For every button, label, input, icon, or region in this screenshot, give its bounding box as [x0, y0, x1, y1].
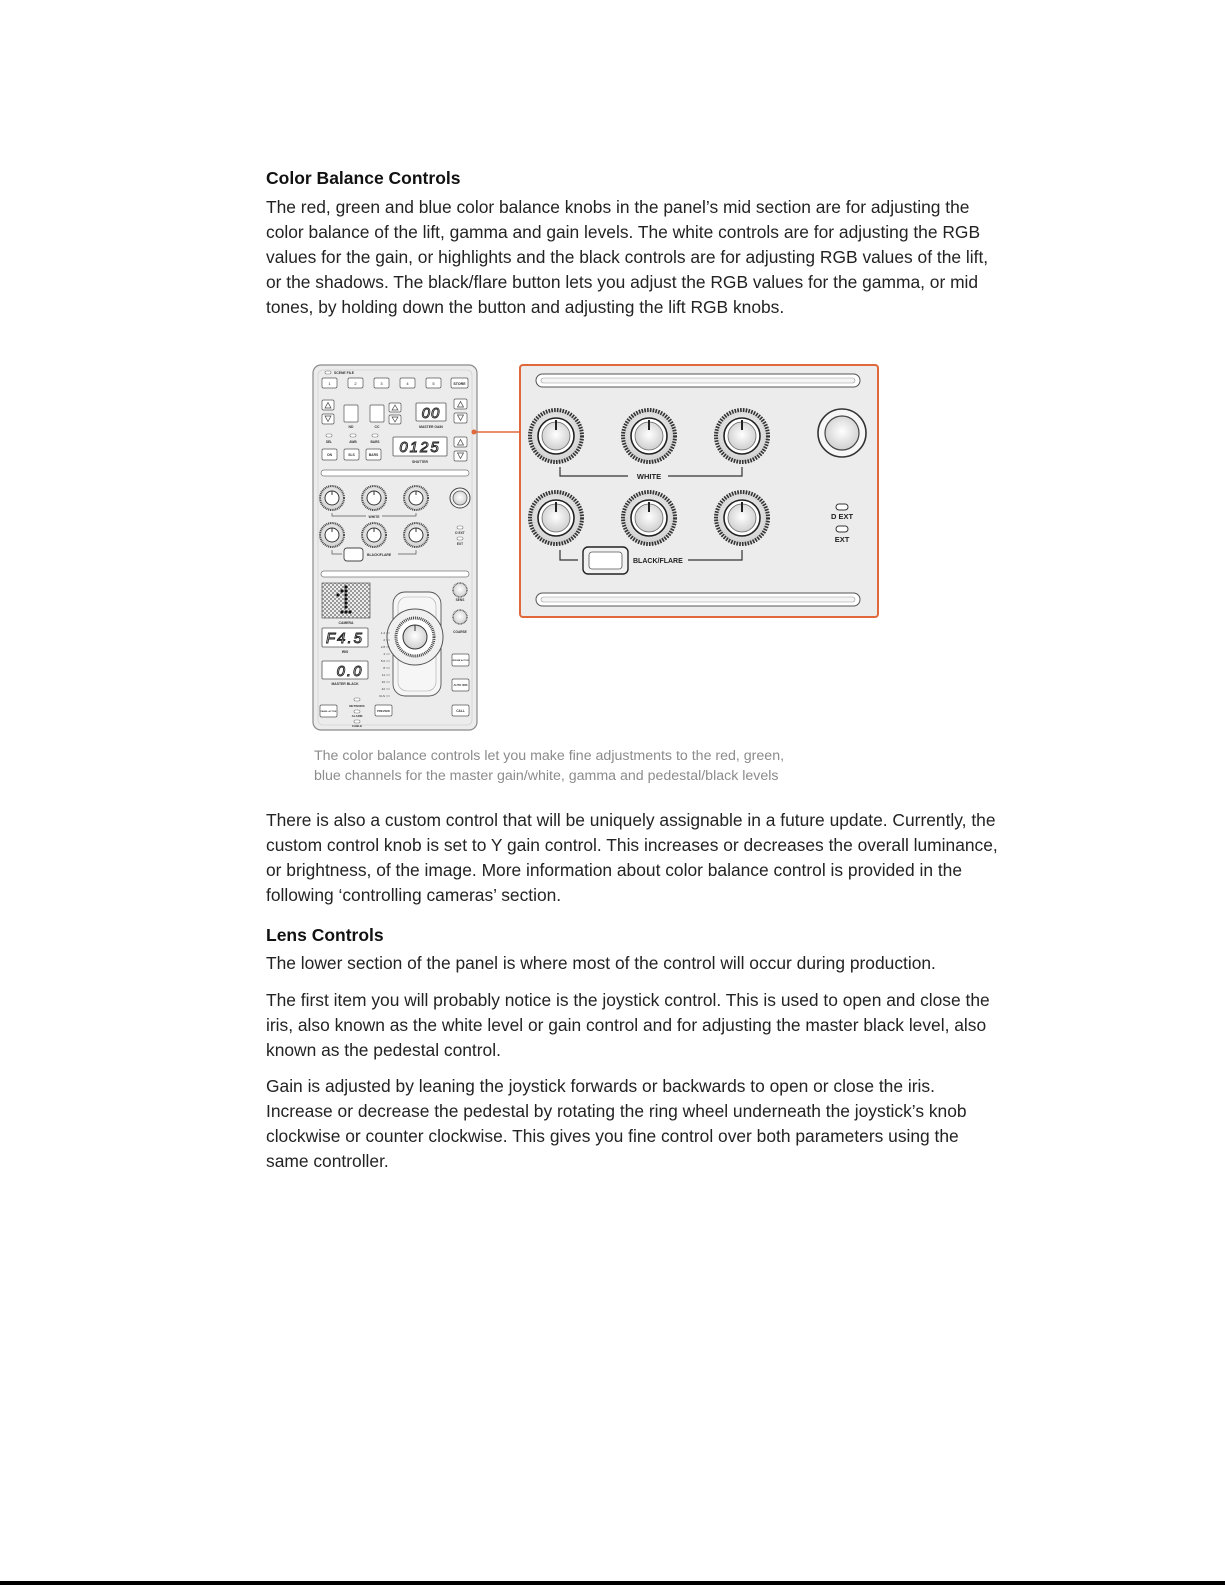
sel-label: SEL	[325, 440, 333, 444]
slot-divider	[321, 470, 469, 476]
slot-divider	[321, 571, 469, 577]
scene-button-1-label: 1	[328, 381, 331, 386]
svg-text:16: 16	[381, 680, 385, 684]
svg-text:5.6: 5.6	[380, 659, 385, 663]
shutter-down-button[interactable]	[454, 451, 467, 461]
svg-text:1.4: 1.4	[380, 631, 385, 635]
paragraph-lens-1: The lower section of the panel is where most of the control will occur during production.	[266, 953, 936, 973]
network-led	[354, 698, 360, 701]
alarm-label: ALARM	[351, 714, 363, 718]
svg-text:11: 11	[381, 673, 385, 677]
scene-file-label: SCENE FILE	[334, 371, 354, 375]
zoom-black-knobs	[530, 492, 768, 544]
figure-color-balance-panel	[0, 0, 1225, 745]
svg-text:CLS: CLS	[379, 694, 385, 698]
network-label: NETWORK	[349, 704, 365, 708]
iris-label: IRIS	[341, 650, 349, 654]
awb-label: AWB	[349, 440, 357, 444]
call-label: CALL	[456, 709, 465, 713]
ext-label: EXT	[456, 542, 464, 546]
bars-button-label: BARS	[368, 453, 379, 457]
svg-text:2.8: 2.8	[380, 645, 385, 649]
shutter-value: 0125	[399, 439, 441, 456]
zoom-d-ext-led	[836, 504, 848, 510]
nd-display	[344, 405, 358, 422]
zoom-ext-label: EXT	[834, 535, 850, 544]
zoom-white-label: WHITE	[636, 472, 662, 481]
sens-label: SENS	[455, 598, 465, 602]
svg-text:22: 22	[381, 687, 385, 691]
zoom-black-flare-label: BLACK/FLARE	[633, 558, 683, 565]
bars-label: BARS	[370, 440, 380, 444]
camera-control-panel	[313, 365, 477, 730]
cc-display	[370, 405, 384, 422]
scene-button-3-label: 3	[380, 381, 383, 386]
zoom-d-ext-label: D EXT	[830, 512, 854, 521]
paragraph-lens-3: Gain is adjusted by leaning the joystick forwards or backwards to open or close the iris. Increase or decrease the pedestal by rotating the ring wheel underneath the joystick’s knob clockwise or counter clockwise. This gives you fine control over both parameters using the same controller.	[266, 1076, 967, 1171]
scene-button-5-label: 5	[432, 381, 435, 386]
zoom-ext-led	[836, 526, 848, 532]
store-button-label: STORE	[453, 382, 466, 386]
awb-led	[350, 434, 356, 437]
preview-label: PREVIEW	[377, 709, 390, 713]
svg-text:8: 8	[383, 666, 385, 670]
caption-line-2: blue channels for the master gain/white, gamma and pedestal/black levels	[314, 767, 779, 784]
on-button-label: ON	[326, 453, 333, 457]
coarse-label: COARSE	[453, 630, 467, 634]
black-flare-button[interactable]	[344, 548, 363, 561]
cc-label: CC	[374, 425, 380, 429]
camera-label: CAMERA	[338, 621, 354, 625]
color-balance-zoom	[520, 365, 878, 617]
master-gain-label: MASTER GAIN	[419, 425, 443, 429]
svg-text:4: 4	[383, 652, 385, 656]
panel-active-label: PANEL ACTIVE	[320, 711, 337, 713]
alarm-led	[354, 710, 360, 713]
ext-led	[457, 537, 463, 540]
sens-knob[interactable]	[453, 583, 467, 597]
master-gain-value: 00	[421, 405, 441, 422]
scene-button-2-label: 2	[354, 381, 357, 386]
iris-mb-active-label: IRIS/MB ACTIVE	[452, 660, 469, 662]
heading-color-balance: Color Balance Controls	[266, 168, 461, 188]
master-black-label: MASTER BLACK	[331, 682, 359, 686]
gain-down-button[interactable]	[454, 413, 467, 423]
cable-led	[354, 720, 360, 723]
iris-value: F4.5	[325, 630, 365, 647]
paragraph-custom-control: There is also a custom control that will be uniquely assignable in a future update. Currently, the custom control knob is set to Y gain control. This increases or decreases the overall luminance, or brightness, of the image. More information about color balance control is provided in the following ‘controlling cameras’ section.	[266, 810, 998, 905]
d-ext-label: D EXT	[455, 531, 465, 535]
paragraph-lens-2: The first item you will probably notice is the joystick control. This is used to open and close the iris, also known as the white level or gain control and for adjusting the master black level, also known as the pedestal control.	[266, 990, 990, 1060]
gain-up-button[interactable]	[454, 399, 467, 409]
sls-button-label: SLS	[348, 453, 355, 457]
svg-text:2: 2	[383, 638, 385, 642]
sel-led	[326, 434, 332, 437]
black-flare-label: BLACK/FLARE	[367, 553, 392, 557]
coarse-knob[interactable]	[453, 610, 467, 624]
page-bottom-rule	[0, 1581, 1225, 1585]
caption-line-1: The color balance controls let you make fine adjustments to the red, green,	[314, 748, 785, 764]
master-black-value: 0.0	[336, 663, 364, 680]
cable-label: CABLE	[351, 724, 363, 728]
shutter-label: SHUTTER	[411, 460, 429, 464]
d-ext-led	[457, 526, 463, 529]
black-knobs	[320, 523, 428, 547]
white-label: WHITE	[368, 515, 380, 519]
scene-button-4-label: 4	[406, 381, 409, 386]
nd-down-button[interactable]	[322, 414, 334, 424]
paragraph-color-balance: The red, green and blue color balance knobs in the panel’s mid section are for adjusting the color balance of the lift, gamma and gain levels. The white controls are for adjusting the RGB values for the gain, or highlights and the black controls are for adjusting RGB values of the lift, or the shadows. The black/flare button lets you adjust the RGB values for the gamma, or mid tones, by holding down the button and adjusting the lift RGB knobs.	[266, 197, 989, 317]
shutter-up-button[interactable]	[454, 437, 467, 447]
figure-caption	[314, 747, 914, 786]
bars-led	[372, 434, 378, 437]
auto-iris-label: AUTO IRIS	[453, 683, 468, 687]
heading-lens-controls: Lens Controls	[266, 925, 384, 945]
nd-up-button[interactable]	[322, 400, 334, 410]
nd-label: ND	[348, 425, 354, 429]
